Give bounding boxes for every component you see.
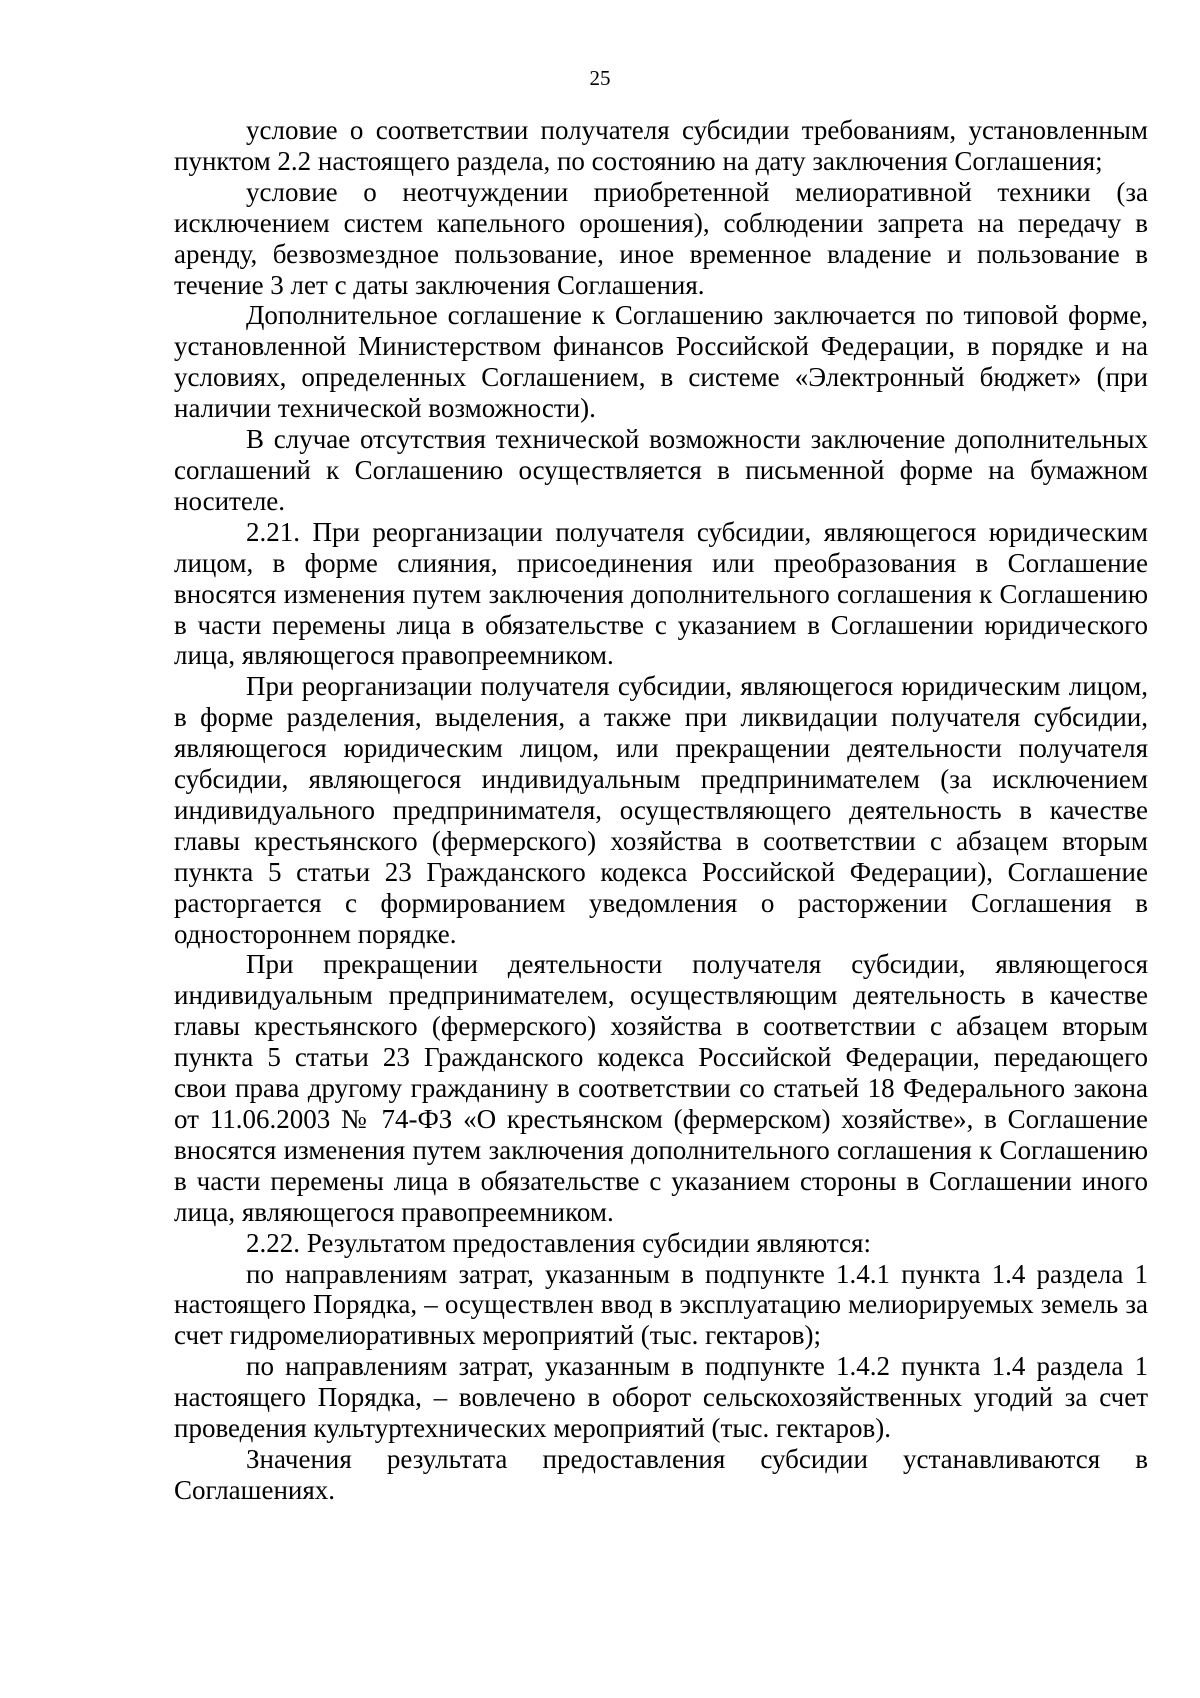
paragraph-recipient-compliance-condition: условие о соответствии получателя субсидии требованиям, установленным пунктом 2.2 настоящего раздела, по состоянию на дату заключения Соглашения;	[174, 115, 1148, 176]
document-body	[174, 115, 1148, 1506]
paragraph-paper-form: В случае отсутствия технической возможности заключение дополнительных соглашений к Соглашению осуществляется в письменной форме на бумажном носителе.	[174, 424, 1148, 516]
paragraph-farm-head-transfer: При прекращении деятельности получателя субсидии, являющегося индивидуальным предпринимателем, осуществляющим деятельность в качестве главы крестьянского (фермерского) хозяйства в соответствии с абзацем вторым пункта 5 статьи 23 Гражданского кодекса Российской Федерации, передающего свои права другому гражданину в соответствии со статьей 18 Федерального закона от 11.06.2003 № 74-ФЗ «О крестьянском (фермерском) хозяйстве», в Соглашение вносятся изменения путем заключения дополнительного соглашения к Соглашению в части перемены лица в обязательстве с указанием стороны в Соглашении иного лица, являющегося правопреемником.	[174, 949, 1148, 1227]
paragraph-result-values: Значения результата предоставления субсидии устанавливаются в Соглашениях.	[174, 1443, 1148, 1505]
paragraph-additional-agreement-form: Дополнительное соглашение к Соглашению заключается по типовой форме, установленной Министерством финансов Российской Федерации, в порядке и на условиях, определенных Соглашением, в системе «Электронный бюджет» (при наличии технической возможности).	[174, 300, 1148, 424]
paragraph-section-2-22: 2.22. Результатом предоставления субсидии являются:	[246, 1227, 871, 1258]
paragraph-reorganization-termination: При реорганизации получателя субсидии, являющегося юридическим лицом, в форме разделения, выделения, а также при ликвидации получателя субсидии, являющегося юридическим лицом, или прекращении деятельности получателя субсидии, являющегося индивидуальным предпринимателем (за исключением индивидуального предпринимателя, осуществляющего деятельность в качестве главы крестьянского (фермерского) хозяйства в соответствии с абзацем вторым пункта 5 статьи 23 Гражданского кодекса Российской Федерации), Соглашение расторгается с формированием уведомления о расторжении Соглашения в одностороннем порядке.	[174, 671, 1148, 949]
paragraph-result-1-4-2: по направлениям затрат, указанным в подпункте 1.4.2 пункта 1.4 раздела 1 настоящего Порядка, – вовлечено в оборот сельскохозяйственных угодий за счет проведения культуртехнических мероприятий (тыс. гектаров).	[174, 1351, 1148, 1444]
page-number: 25	[589, 66, 611, 90]
paragraph-section-2-21: 2.21. При реорганизации получателя субсидии, являющегося юридическим лицом, в форме слияния, присоединения или преобразования в Соглашение вносятся изменения путем заключения дополнительного соглашения к Соглашению в части перемены лица в обязательстве с указанием в Соглашении юридического лица, являющегося правопреемником.	[174, 516, 1148, 671]
paragraph-non-alienation-condition: условие о неотчуждении приобретенной мелиоративной техники (за исключением систем капельного орошения), соблюдении запрета на передачу в аренду, безвозмездное пользование, иное временное владение и пользование в течение 3 лет с даты заключения Соглашения.	[174, 176, 1148, 300]
paragraph-result-1-4-1: по направлениям затрат, указанным в подпункте 1.4.1 пункта 1.4 раздела 1 настоящего Порядка, – осуществлен ввод в эксплуатацию мелиорируемых земель за счет гидромелиоративных мероприятий (тыс. гектаров);	[174, 1258, 1148, 1351]
